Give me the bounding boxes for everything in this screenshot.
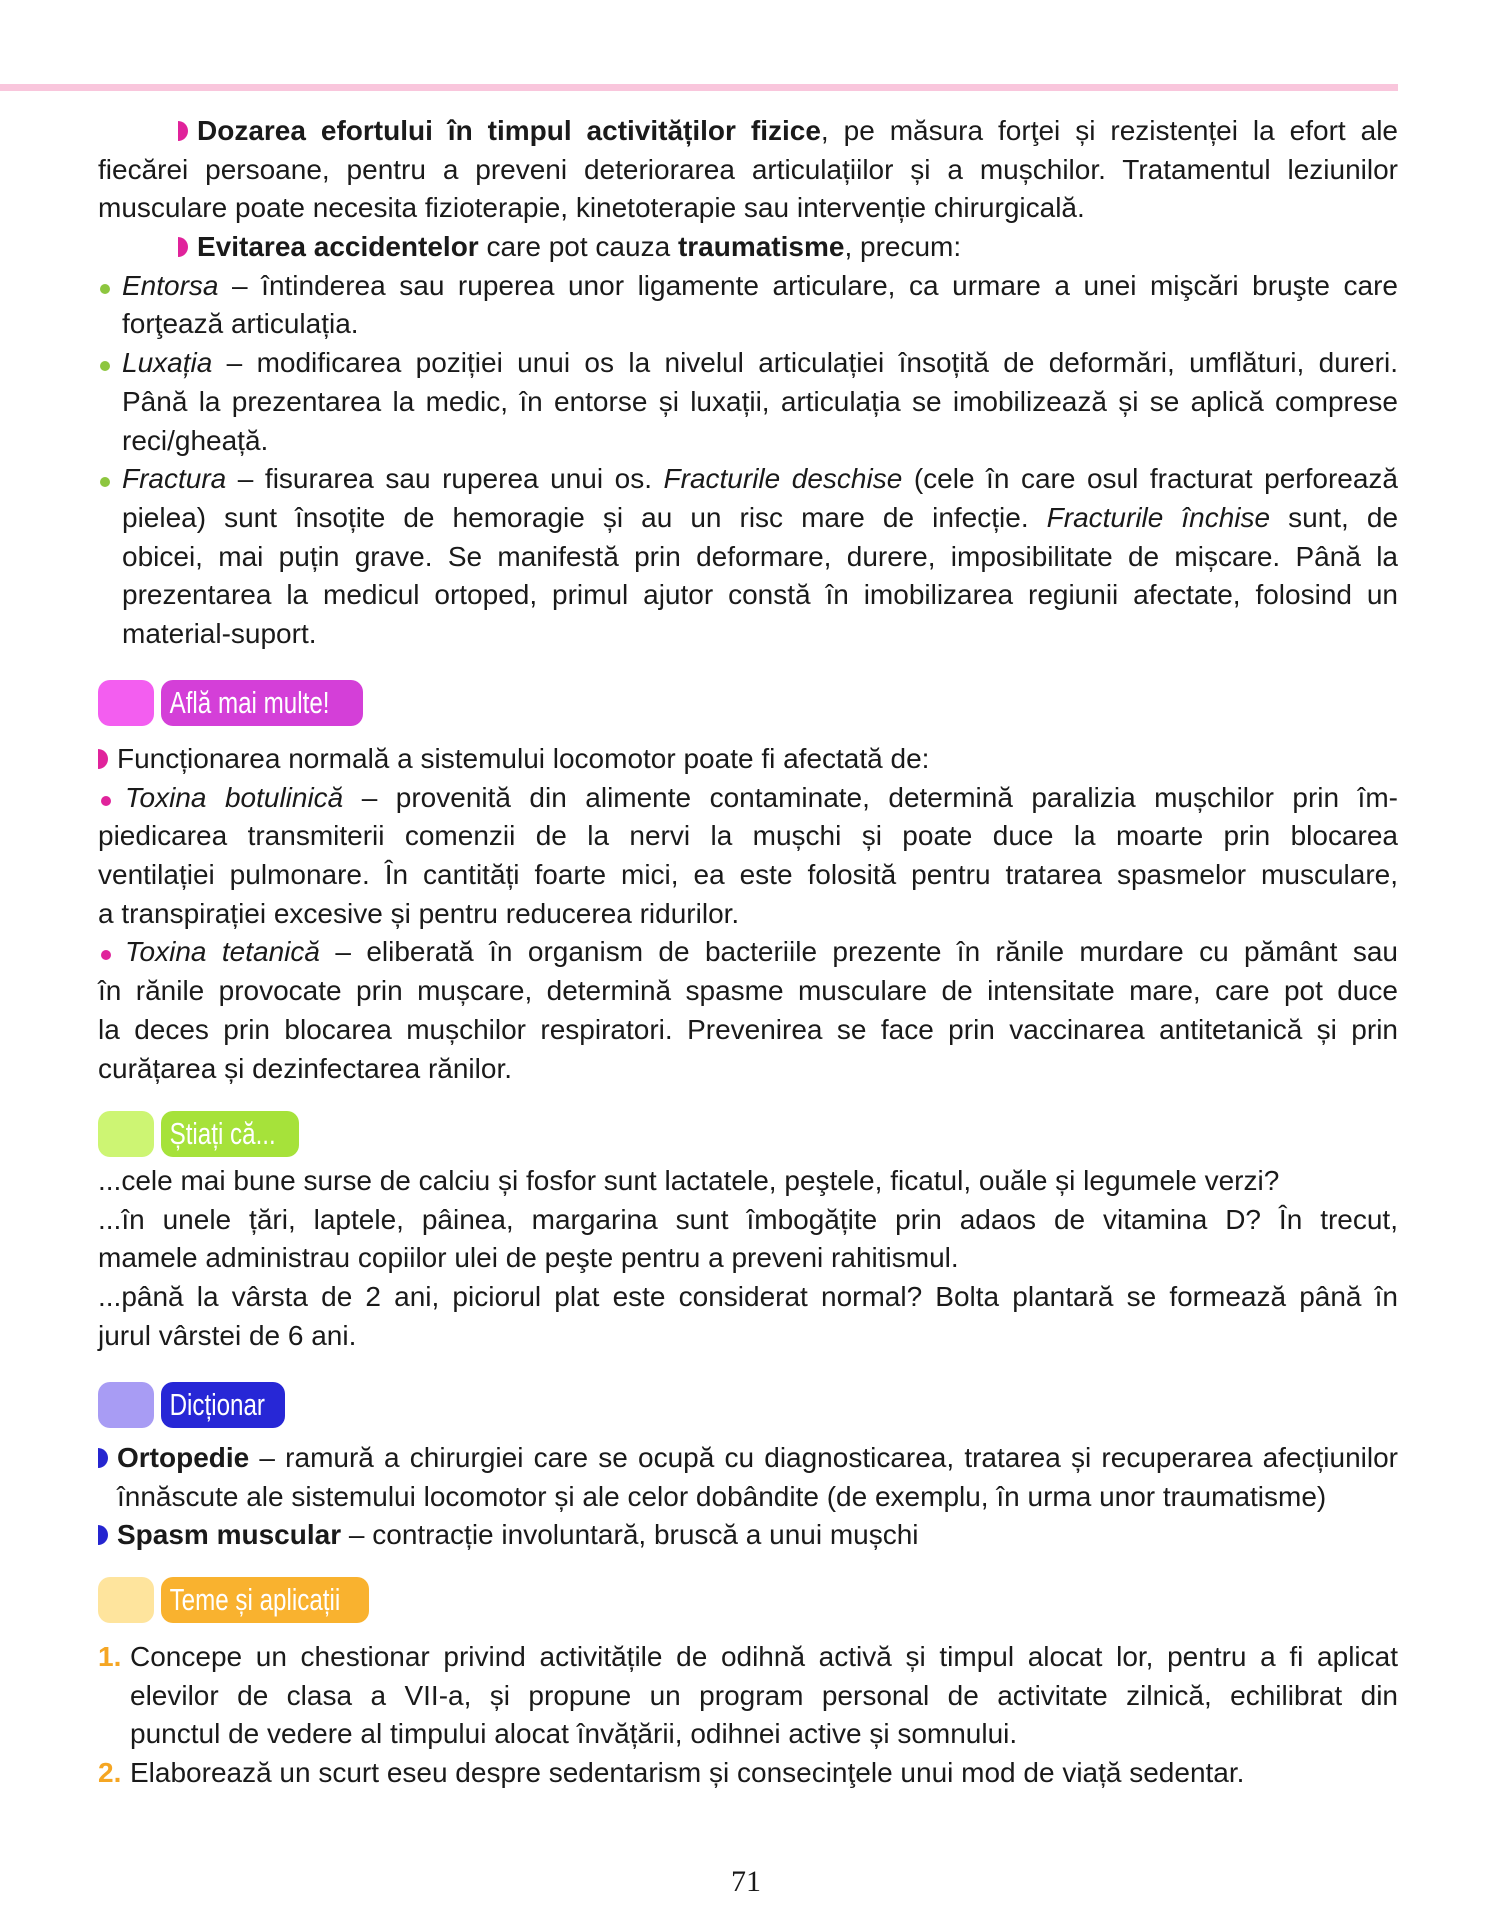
text-line bbox=[98, 228, 1398, 267]
half-circle-bullet-icon bbox=[178, 121, 188, 141]
line-text: (cele în care osul fracturat perforează bbox=[902, 463, 1398, 495]
text-line bbox=[98, 383, 1398, 422]
text-line bbox=[98, 895, 1398, 934]
line-text: , pe măsura forţei și rezistenței la efort ale bbox=[820, 115, 1398, 146]
line-text: elevilor de clasa a VII-a, și propune un program personal de activitate zilnică, echilibrat din bbox=[130, 1679, 1398, 1711]
header-pill bbox=[161, 1577, 369, 1623]
line-text: – contracție involuntară, bruscă a unui mușchi bbox=[341, 1519, 919, 1551]
line-text: piedicarea transmiterii comenzii de la nervi la mușchi și poate duce la moarte prin blocarea bbox=[98, 820, 1398, 852]
bold-term: Spasm muscular bbox=[117, 1519, 342, 1551]
line-text: mamele administrau copiilor ulei de peşte pentru a preveni rahitismul. bbox=[98, 1242, 959, 1274]
text-line bbox=[98, 1715, 1398, 1754]
half-circle-bullet-icon bbox=[98, 749, 108, 769]
half-circle-bullet-icon bbox=[178, 237, 188, 257]
line-text: a transpirației excesive și pentru reducerea ridurilor. bbox=[98, 897, 740, 929]
dot-bullet-icon bbox=[101, 950, 111, 960]
header-label: Află mai multe! bbox=[169, 685, 330, 720]
text-line bbox=[98, 817, 1398, 856]
header-square bbox=[98, 1111, 154, 1157]
italic-term: Toxina botulinică bbox=[125, 781, 344, 813]
header-square bbox=[98, 1382, 154, 1428]
text-line bbox=[98, 1011, 1398, 1050]
text-line bbox=[98, 112, 1398, 151]
dot-bullet-icon bbox=[100, 477, 110, 487]
text-line bbox=[98, 1638, 1398, 1677]
line-text: Funcționarea normală a sistemului locomotor poate fi afectată de: bbox=[117, 743, 930, 774]
italic-term: Fractura bbox=[122, 463, 227, 495]
line-text: – ramură a chirurgiei care se ocupă cu diagnosticarea, tratarea și recuperarea afecțiunilor bbox=[249, 1442, 1398, 1473]
header-square bbox=[98, 680, 154, 726]
text-line bbox=[98, 1239, 1398, 1278]
top-rule bbox=[0, 84, 1398, 91]
text-line bbox=[98, 1439, 1398, 1478]
text-line bbox=[98, 189, 1398, 228]
text-line bbox=[98, 1516, 1398, 1555]
line-text: – fisurarea sau ruperea unui os. bbox=[226, 463, 664, 495]
text-line bbox=[98, 538, 1398, 577]
line-text: înnăscute ale sistemului locomotor și ale celor dobândite (de exemplu, în urma unor traumatisme) bbox=[117, 1480, 1327, 1512]
text-line bbox=[98, 933, 1398, 972]
line-text: forţează articulația. bbox=[122, 308, 359, 340]
italic-term: Luxația bbox=[122, 347, 213, 379]
header-label: Știați că... bbox=[169, 1116, 276, 1151]
line-text: jurul vârstei de 6 ani. bbox=[98, 1319, 357, 1351]
header-pill bbox=[161, 1382, 285, 1428]
teme-section bbox=[98, 1638, 1398, 1793]
bold-term: Ortopedie bbox=[117, 1442, 250, 1473]
line-text: sunt, de bbox=[1270, 501, 1399, 533]
line-text: reci/gheață. bbox=[122, 424, 269, 456]
italic-term: Toxina tetanică bbox=[125, 936, 320, 968]
bold-term: Evitarea accidentelor bbox=[197, 231, 479, 263]
dictionar-section bbox=[98, 1439, 1398, 1555]
section-header-stiati-ca bbox=[98, 1111, 418, 1157]
half-circle-bullet-icon bbox=[98, 1525, 108, 1545]
line-text: – provenită din alimente contaminate, determină paralizia mușchilor prin îm- bbox=[343, 781, 1398, 813]
dot-bullet-icon bbox=[100, 361, 110, 371]
line-text: în rănile provocate prin mușcare, determină spasme musculare de intensitate mare, care pot duce bbox=[98, 975, 1398, 1007]
line-text: care pot cauza bbox=[478, 231, 678, 263]
text-line bbox=[98, 1050, 1398, 1089]
line-text: Concepe un chestionar privind activitățile de odihnă activă și timpul alocat lor, pentru a fi aplicat bbox=[130, 1641, 1398, 1672]
text-line bbox=[98, 972, 1398, 1011]
line-text: obicei, mai puțin grave. Se manifestă prin deformare, durere, imposibilitate de mișcare. Până la bbox=[122, 540, 1398, 572]
item-number: 1. bbox=[98, 1641, 122, 1672]
line-text: prezentarea la medicul ortoped, primul ajutor constă în imobilizarea regiunii afectate, folosind un bbox=[122, 579, 1398, 611]
line-text: – întinderea sau ruperea unor ligamente articulare, ca urmare a unei mişcări bruşte care bbox=[218, 269, 1398, 301]
text-line bbox=[98, 305, 1398, 344]
text-line bbox=[98, 1278, 1398, 1317]
item-number: 2. bbox=[98, 1757, 122, 1789]
header-label: Teme și aplicații bbox=[169, 1582, 341, 1617]
line-text: pielea) sunt însoțite de hemoragie și au un risc mare de infecție. bbox=[122, 501, 1047, 533]
header-square bbox=[98, 1577, 154, 1623]
prevention-section bbox=[98, 112, 1398, 654]
line-text: , precum: bbox=[844, 231, 962, 263]
half-circle-bullet-icon bbox=[98, 1448, 108, 1468]
bold-term: traumatisme bbox=[677, 231, 845, 263]
text-line bbox=[98, 856, 1398, 895]
text-line bbox=[98, 1317, 1398, 1356]
text-line bbox=[98, 422, 1398, 461]
text-line bbox=[98, 1162, 1398, 1201]
line-text: ventilației pulmonare. În cantități foarte mici, ea este folosită pentru tratarea spasmelor musculare, bbox=[98, 859, 1398, 891]
header-label: Dicționar bbox=[169, 1387, 265, 1422]
text-line bbox=[98, 1677, 1398, 1716]
bold-term: Dozarea efortului în timpul activităților fizice bbox=[197, 115, 821, 146]
line-text: punctul de vedere al timpului alocat învățării, odihnei active și somnului. bbox=[130, 1718, 1018, 1750]
line-text: fiecărei persoane, pentru a preveni deteriorarea articulațiilor și a mușchilor. Tratamentul leziunilor bbox=[98, 153, 1398, 185]
text-line bbox=[98, 779, 1398, 818]
text-line bbox=[98, 576, 1398, 615]
line-text: curățarea și dezinfectarea rănilor. bbox=[98, 1052, 512, 1084]
italic-term: Entorsa bbox=[122, 269, 219, 301]
text-line bbox=[98, 1754, 1398, 1793]
text-line bbox=[98, 1201, 1398, 1240]
text-line bbox=[98, 615, 1398, 654]
section-header-teme-si-aplicatii bbox=[98, 1577, 418, 1623]
text-line bbox=[98, 344, 1398, 383]
line-text: Până la prezentarea la medic, în entorse și luxații, articulația se imobilizează și se aplică comprese bbox=[122, 385, 1398, 417]
text-line bbox=[98, 499, 1398, 538]
header-pill bbox=[161, 1111, 299, 1157]
line-text: ...până la vârsta de 2 ani, piciorul plat este considerat normal? Bolta plantară se formează până în bbox=[98, 1281, 1398, 1313]
line-text: – eliberată în organism de bacteriile prezente în rănile murdare cu pământ sau bbox=[319, 936, 1398, 968]
text-line bbox=[98, 1478, 1398, 1517]
line-text: – modificarea poziției unui os la nivelul articulației însoțită de deformări, umflături, dureri. bbox=[212, 347, 1398, 379]
afla-mai-multe-section bbox=[98, 740, 1398, 1088]
line-text: material-suport. bbox=[122, 617, 317, 649]
page-number: 71 bbox=[731, 1865, 761, 1898]
line-text: Elaborează un scurt eseu despre sedentarism și consecinţele unui mod de viață sedentar. bbox=[130, 1757, 1245, 1789]
section-header-dictionar bbox=[98, 1382, 418, 1428]
text-line bbox=[98, 151, 1398, 190]
line-text: la deces prin blocarea mușchilor respiratori. Prevenirea se face prin vaccinarea antitetanică și prin bbox=[98, 1013, 1398, 1045]
italic-term: Fracturile deschise bbox=[663, 463, 903, 495]
stiati-ca-section bbox=[98, 1162, 1398, 1355]
dot-bullet-icon bbox=[100, 284, 110, 294]
line-text: ...cele mai bune surse de calciu și fosfor sunt lactatele, peştele, ficatul, ouăle și legumele verzi? bbox=[98, 1165, 1280, 1196]
italic-term: Fracturile închise bbox=[1046, 501, 1271, 533]
dot-bullet-icon bbox=[101, 796, 111, 806]
text-line bbox=[98, 740, 1398, 779]
header-pill bbox=[161, 680, 363, 726]
text-line bbox=[98, 460, 1398, 499]
line-text: musculare poate necesita fizioterapie, kinetoterapie sau intervenție chirurgicală. bbox=[98, 192, 1085, 224]
text-line bbox=[98, 267, 1398, 306]
line-text: ...în unele țări, laptele, pâinea, margarina sunt îmbogățite prin adaos de vitamina D? În trecut, bbox=[98, 1203, 1398, 1235]
section-header-afla-mai-multe bbox=[98, 680, 418, 726]
